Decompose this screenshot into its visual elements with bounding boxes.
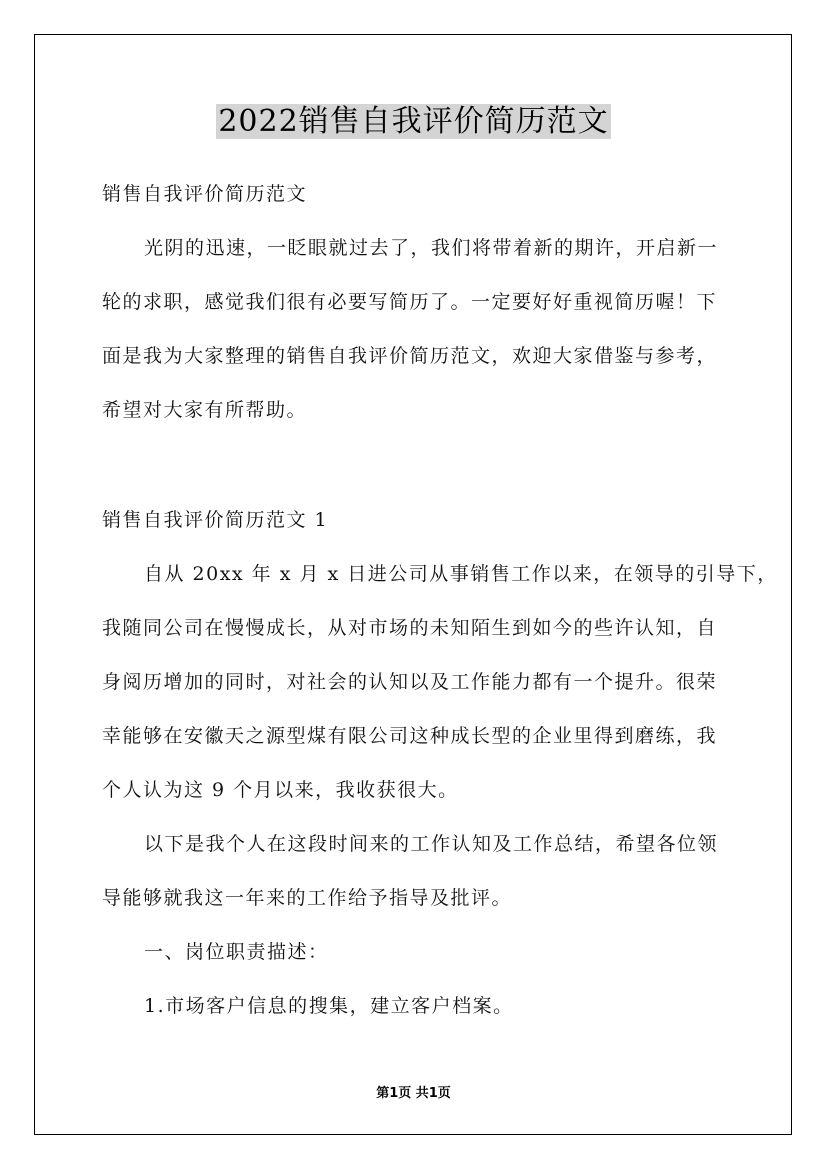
duty-heading: 一、岗位职责描述： — [144, 941, 329, 963]
section1-line-2: 我随同公司在慢慢成长，从对市场的未知陌生到如今的些许认知，自 — [102, 617, 718, 639]
section1-line-5: 个人认为这 9 个月以来，我收获很大。 — [102, 779, 459, 801]
intro-line-1: 光阴的迅速，一眨眼就过去了，我们将带着新的期许，开启新一 — [144, 237, 719, 259]
title-highlight: 2022销售自我评价简历范文 — [218, 104, 609, 139]
subtitle: 销售自我评价简历范文 — [102, 183, 308, 205]
intro-line-2: 轮的求职，感觉我们很有必要写简历了。一定要好好重视简历喔！下 — [102, 291, 718, 313]
section1-line-1: 自从 20xx 年 x 月 x 日进公司从事销售工作以来，在领导的引导下， — [144, 563, 778, 585]
section1-heading: 销售自我评价简历范文 1 — [102, 509, 329, 531]
document-title — [0, 100, 827, 144]
section2-line-2: 导能够就我这一年来的工作给予指导及批评。 — [102, 887, 513, 909]
section1-line-3: 身阅历增加的同时，对社会的认知以及工作能力都有一个提升。很荣 — [102, 671, 718, 693]
page-footer: 第1页 共1页 — [376, 1086, 451, 1101]
section1-line-4: 幸能够在安徽天之源型煤有限公司这种成长型的企业里得到磨练，我 — [102, 725, 718, 747]
intro-line-4: 希望对大家有所帮助。 — [102, 399, 308, 421]
intro-line-3: 面是我为大家整理的销售自我评价简历范文，欢迎大家借鉴与参考， — [102, 345, 718, 367]
duty-item-1: 1.市场客户信息的搜集，建立客户档案。 — [144, 995, 514, 1017]
section2-line-1: 以下是我个人在这段时间来的工作认知及工作总结，希望各位领 — [144, 833, 719, 855]
